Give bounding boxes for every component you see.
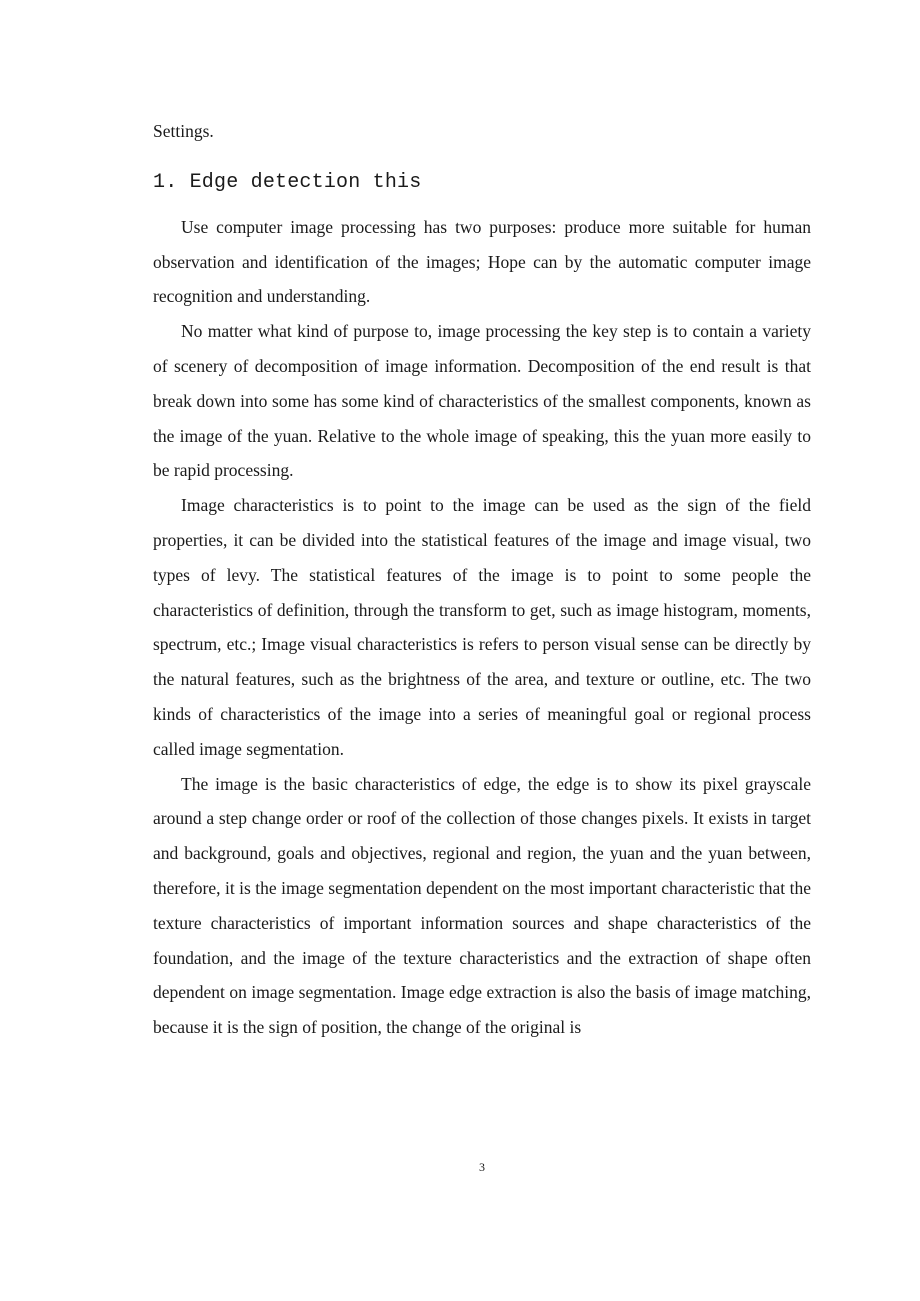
page-number: 3 <box>479 1160 485 1174</box>
paragraph-2: No matter what kind of purpose to, image processing the key step is to contain a variety of scenery of decomposition of image information. Decomposition of the end result is that break down into some has some kind of characteristics of the smallest components, known as the image of the yuan. Relative to the whole image of speaking, this the yuan more easily to be rapid processing. <box>153 321 811 481</box>
section-heading: 1. Edge detection this <box>153 170 422 194</box>
paragraph-4: The image is the basic characteristics of edge, the edge is to show its pixel grayscale around a step change order or roof of the collection of those changes pixels. It exists in target and background, goals and objectives, regional and region, the yuan and the yuan between, therefore, it is the image segmentation dependent on the most important characteristic that the texture characteristics of important information sources and shape characteristics of the foundation, and the image of the texture characteristics and the extraction of shape often dependent on image segmentation. Image edge extraction is also the basis of image matching, because it is the sign of position, the change of the original is <box>153 773 811 1038</box>
page-body <box>153 114 811 1045</box>
paragraph-1: Use computer image processing has two purposes: produce more suitable for human observation and identification of the images; Hope can by the automatic computer image recognition and understanding. <box>153 216 811 307</box>
carryover-text: Settings. <box>153 121 214 141</box>
paragraph-3: Image characteristics is to point to the image can be used as the sign of the field properties, it can be divided into the statistical features of the image and image visual, two types of levy. The statistical features of the image is to point to some people the characteristics of definition, through the transform to get, such as image histogram, moments, spectrum, etc.; Image visual characteristics is refers to person visual sense can be directly by the natural features, such as the brightness of the area, and texture or outline, etc. The two kinds of characteristics of the image into a series of meaningful goal or regional process called image segmentation. <box>153 495 811 759</box>
